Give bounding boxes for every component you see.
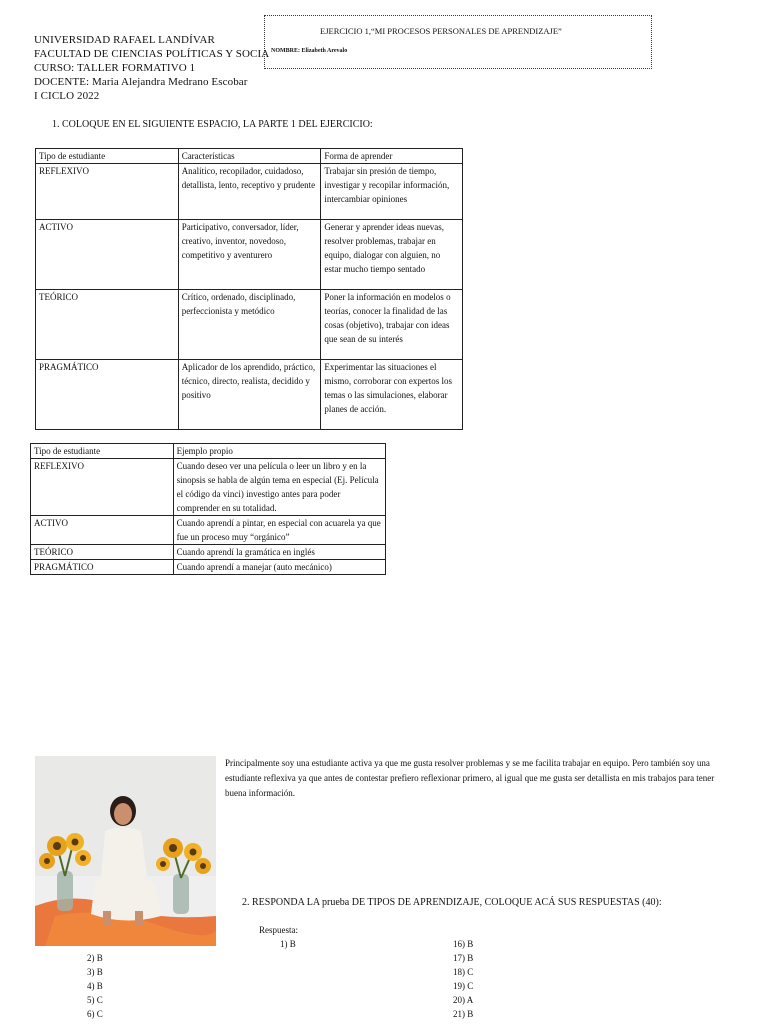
answer-item: 20) A	[453, 995, 474, 1005]
student-type-cell: REFLEXIVO	[36, 164, 179, 220]
header-cell: Tipo de estudiante	[36, 149, 179, 164]
learning-form-cell: Generar y aprender ideas nuevas, resolver problemas, trabajar en equipo, dialogar con alguien, no estar mucho tiempo sentado	[321, 220, 463, 290]
answer-item: 6) C	[87, 1009, 103, 1019]
course-name: CURSO: TALLER FORMATIVO 1	[34, 62, 196, 74]
student-name: NOMBRE: Elizabeth Arevalo	[271, 48, 348, 54]
table-header-row	[36, 149, 463, 164]
table-row	[31, 545, 386, 560]
characteristics-cell: Crítico, ordenado, disciplinado, perfeccionista y metódico	[178, 290, 321, 360]
learning-styles-table	[35, 148, 463, 430]
example-cell: Cuando aprendí la gramática en inglés	[173, 545, 385, 560]
header-cell: Tipo de estudiante	[31, 444, 174, 459]
student-type-cell: ACTIVO	[36, 220, 179, 290]
example-cell: Cuando deseo ver una película o leer un libro y en la sinopsis se habla de algún tema en especial (Ej. Película el código da vinci) investigo antes para poder comprender en su totalidad.	[173, 459, 385, 516]
student-type-cell: REFLEXIVO	[31, 459, 174, 516]
answer-item: 18) C	[453, 967, 474, 977]
header-cell: Características	[178, 149, 321, 164]
student-type-cell: ACTIVO	[31, 516, 174, 545]
table-header-row	[31, 444, 386, 459]
answer-item: 1) B	[280, 939, 296, 949]
table-row	[36, 290, 463, 360]
response-label: Respuesta:	[259, 925, 298, 935]
header-block	[34, 33, 269, 103]
characteristics-cell: Participativo, conversador, líder, creativo, inventor, novedoso, competitivo y aventurero	[178, 220, 321, 290]
table-row	[31, 516, 386, 545]
learning-form-cell: Trabajar sin presión de tiempo, investigar y recopilar información, intercambiar opiniones	[321, 164, 463, 220]
cycle: I CICLO 2022	[34, 90, 100, 102]
answer-item: 5) C	[87, 995, 103, 1005]
table-row	[31, 459, 386, 516]
title-box	[264, 15, 652, 69]
student-photo	[35, 756, 216, 946]
table-row	[36, 220, 463, 290]
teacher-name: DOCENTE: Maria Alejandra Medrano Escobar	[34, 76, 248, 88]
header-cell: Forma de aprender	[321, 149, 463, 164]
header-cell: Ejemplo propio	[173, 444, 385, 459]
characteristics-cell: Aplicador de los aprendido, práctico, técnico, directo, realista, decidido y positivo	[178, 360, 321, 430]
reflection-paragraph: Principalmente soy una estudiante activa ya que me gusta resolver problemas y se me facilita trabajar en equipo. Pero también soy una estudiante reflexiva ya que antes de contestar prefiero reflexionar primero, al igual que me gusta ser detallista en mis trabajos para tener buena información.	[225, 758, 715, 798]
characteristics-cell: Analítico, recopilador, cuidadoso, detallista, lento, receptivo y prudente	[178, 164, 321, 220]
answer-item: 16) B	[453, 939, 474, 949]
student-type-cell: PRAGMÁTICO	[31, 560, 174, 575]
learning-form-cell: Poner la información en modelos o teorías, conocer la finalidad de las cosas (objetivo), trabajar con ideas que sean de su interés	[321, 290, 463, 360]
own-examples-table	[30, 443, 386, 575]
table-row	[36, 360, 463, 430]
answer-item: 21) B	[453, 1009, 474, 1019]
table-row	[31, 560, 386, 575]
answer-item: 3) B	[87, 967, 103, 977]
university-name: UNIVERSIDAD RAFAEL LANDÍVAR	[34, 34, 215, 46]
student-type-cell: PRAGMÁTICO	[36, 360, 179, 430]
learning-form-cell: Experimentar las situaciones el mismo, corroborar con expertos los temas o las simulaciones, elaborar planes de acción.	[321, 360, 463, 430]
answer-item: 4) B	[87, 981, 103, 991]
example-cell: Cuando aprendí a manejar (auto mecánico)	[173, 560, 385, 575]
question-1: 1. COLOQUE EN EL SIGUIENTE ESPACIO, LA PARTE 1 DEL EJERCICIO:	[52, 119, 373, 130]
question-2: 2. RESPONDA LA prueba DE TIPOS DE APRENDIZAJE, COLOQUE ACÁ SUS RESPUESTAS (40):	[242, 897, 662, 908]
table-row	[36, 164, 463, 220]
example-cell: Cuando aprendí a pintar, en especial con acuarela ya que fue un proceso muy “orgánico”	[173, 516, 385, 545]
student-type-cell: TEÓRICO	[36, 290, 179, 360]
answer-item: 17) B	[453, 953, 474, 963]
exercise-title: EJERCICIO 1,“MI PROCESOS PERSONALES DE APRENDIZAJE”	[320, 26, 562, 36]
student-type-cell: TEÓRICO	[31, 545, 174, 560]
student-photo-illustration	[35, 756, 216, 946]
answer-item: 2) B	[87, 953, 103, 963]
answer-item: 19) C	[453, 981, 474, 991]
faculty-name: FACULTAD DE CIENCIAS POLÍTICAS Y SOCIA	[34, 48, 270, 60]
